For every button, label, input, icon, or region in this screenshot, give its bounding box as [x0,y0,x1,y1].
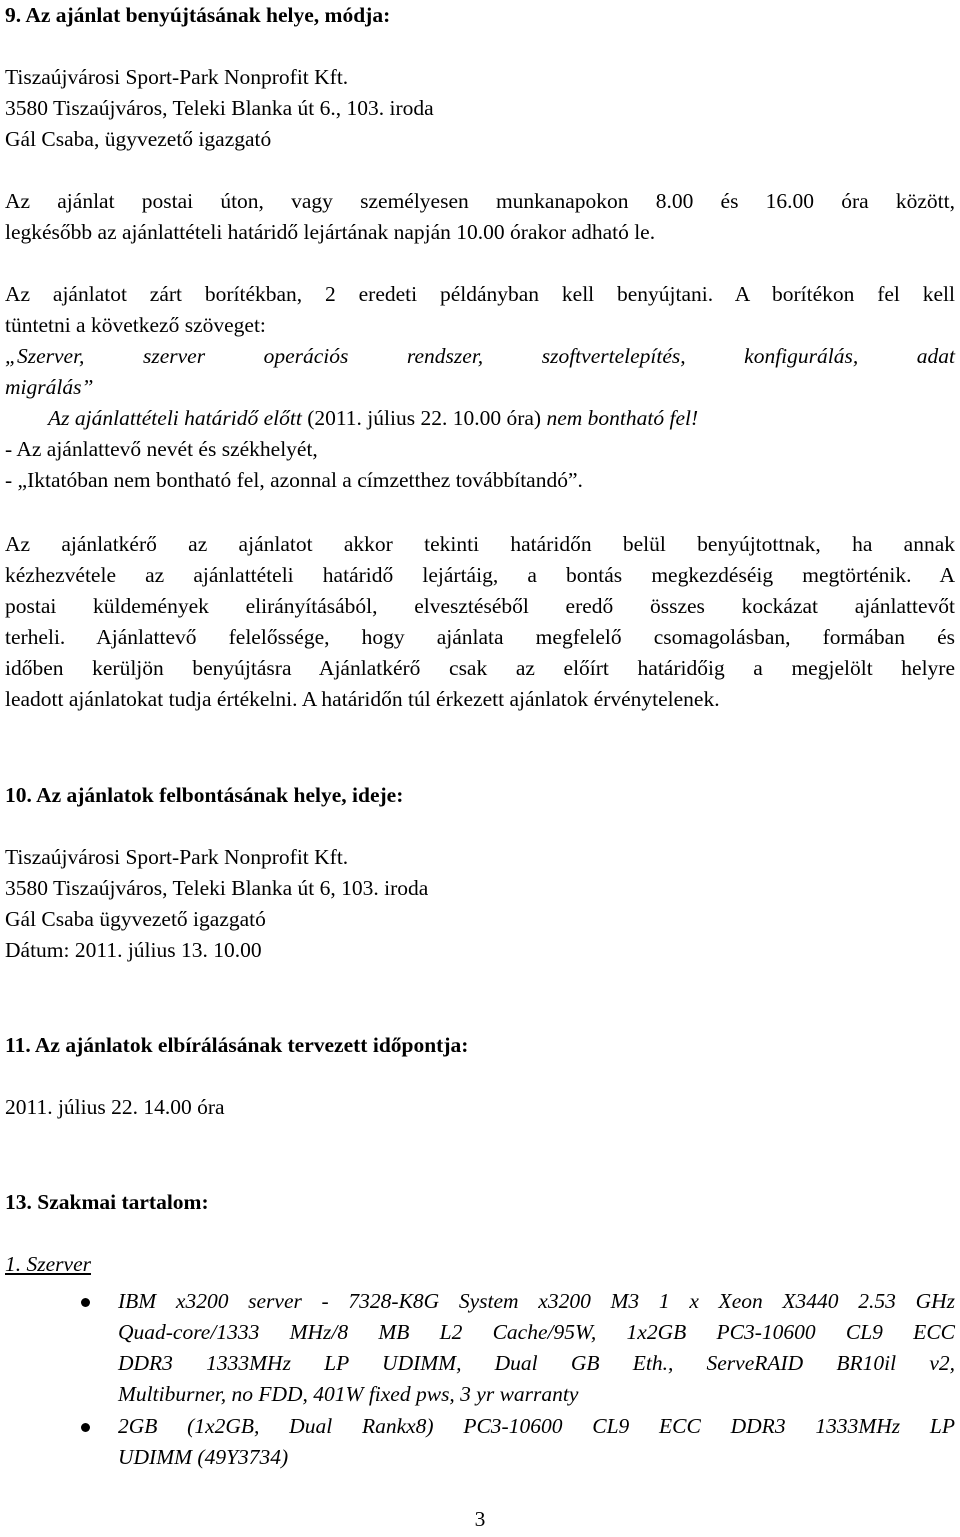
s9-envelope-line: Az ajánlatot zárt borítékban, 2 eredeti példányban kell benyújtani. A borítékon fel kell [5,282,955,306]
s9-delivery-line: Az ajánlat postai úton, vagy személyesen munkanapokon 8.00 és 16.00 óra között, [5,189,955,213]
bullet-icon [81,1423,90,1432]
s9-address-line: 3580 Tiszaújváros, Teleki Blanka út 6., 103. iroda [5,96,434,120]
dash-list-item: - „Iktatóban nem bontható fel, azonnal a címzetthez továbbítandó”. [5,468,583,492]
s10-line: 3580 Tiszaújváros, Teleki Blanka út 6, 103. iroda [5,876,429,900]
section-11-heading: 11. Az ajánlatok elbírálásának tervezett időpontja: [5,1033,469,1057]
bullet-line: UDIMM (49Y3734) [118,1445,289,1469]
s9-responsibility-line: terheli. Ajánlattevő felelőssége, hogy ajánlata megfelelő csomagolásban, formában és [5,625,955,649]
envelope-label-quote-cont: migrálás” [5,375,94,399]
bullet-line: Quad-core/1333 MHz/8 MB L2 Cache/95W, 1x2GB PC3-10600 CL9 ECC [118,1320,955,1344]
bullet-icon [81,1298,90,1307]
bullet-line: 2GB (1x2GB, Dual Rankx8) PC3-10600 CL9 ECC DDR3 1333MHz LP [118,1414,955,1438]
s9-responsibility-line: időben kerüljön benyújtásra Ajánlatkérő csak az előírt határidőig a megjelölt helyre [5,656,955,680]
deadline-note-date: (2011. július 22. 10.00 óra) [301,406,547,430]
s9-responsibility-line: postai küldemények elirányításából, elvesztéséből eredő összes kockázat ajánlattevőt [5,594,955,618]
s10-line: Gál Csaba ügyvezető igazgató [5,907,266,931]
section-13-heading: 13. Szakmai tartalom: [5,1190,209,1214]
s10-date-line: Dátum: 2011. július 13. 10.00 [5,938,262,962]
page-number: 3 [474,1507,486,1531]
envelope-label-quote: „Szerver, szerver operációs rendszer, szoftvertelepítés, konfigurálás, adat [5,344,955,368]
s9-address-line: Tiszaújvárosi Sport-Park Nonprofit Kft. [5,65,349,89]
s9-responsibility-line: leadott ajánlatokat tudja értékelni. A határidőn túl érkezett ajánlatok érvénytelenek. [5,687,720,711]
bullet-line: IBM x3200 server - 7328-K8G System x3200 M3 1 x Xeon X3440 2.53 GHz [118,1289,955,1313]
section-10-heading: 10. Az ajánlatok felbontásának helye, ideje: [5,783,404,807]
dash-list-item: - Az ajánlattevő nevét és székhelyét, [5,437,318,461]
s9-envelope-line: tüntetni a következő szöveget: [5,313,266,337]
deadline-note-italic: Az ajánlattételi határidő előtt [48,406,302,430]
s13-subheading: 1. Szerver [5,1252,91,1276]
deadline-note [48,403,698,434]
s11-date: 2011. július 22. 14.00 óra [5,1095,225,1119]
section-9-heading: 9. Az ajánlat benyújtásának helye, módja: [5,3,391,27]
bullet-line: DDR3 1333MHz LP UDIMM, Dual GB Eth., ServeRAID BR10il v2, [118,1351,955,1375]
s9-address-line: Gál Csaba, ügyvezető igazgató [5,127,272,151]
s10-line: Tiszaújvárosi Sport-Park Nonprofit Kft. [5,845,349,869]
deadline-note-italic: nem bontható fel! [546,406,699,430]
bullet-line: Multiburner, no FDD, 401W fixed pws, 3 yr warranty [118,1382,579,1406]
s9-responsibility-line: Az ajánlatkérő az ajánlatot akkor tekinti határidőn belül benyújtottnak, ha annak [5,532,955,556]
s9-responsibility-line: kézhezvétele az ajánlattételi határidő lejártáig, a bontás megkezdéséig megtörténik. A [5,563,955,587]
s9-delivery-line: legkésőbb az ajánlattételi határidő lejártának napján 10.00 órakor adható le. [5,220,656,244]
